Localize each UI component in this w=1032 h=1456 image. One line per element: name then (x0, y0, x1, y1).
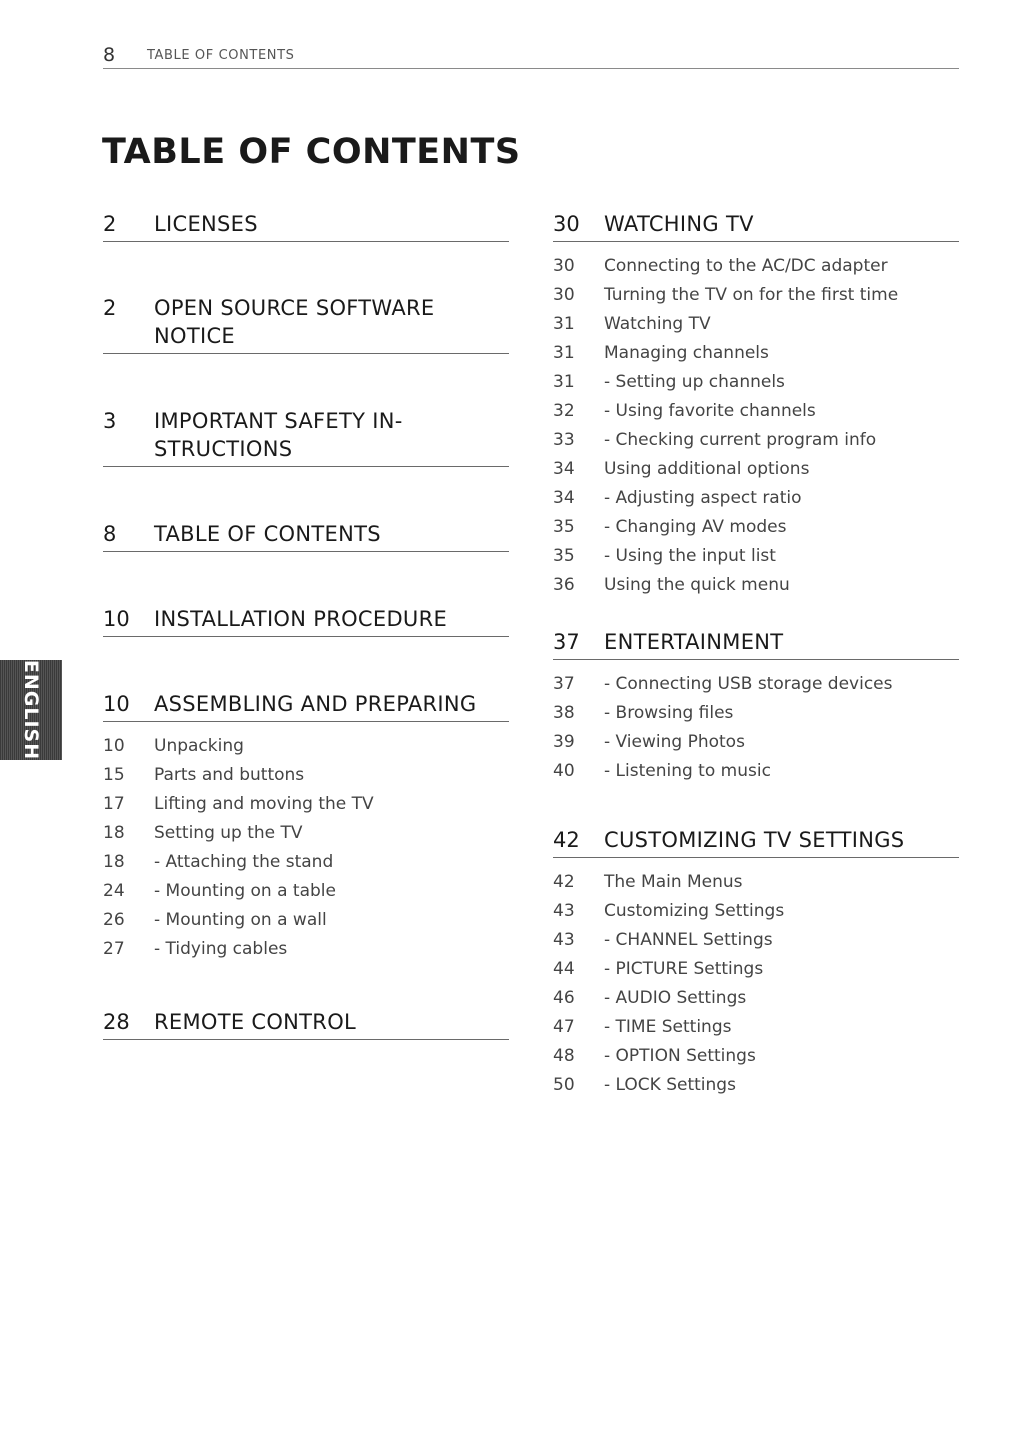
entry-list (553, 868, 959, 1100)
entry-page-number: 43 (553, 901, 575, 921)
section-heading[interactable] (103, 605, 509, 637)
toc-section (103, 690, 509, 964)
toc-entry[interactable] (553, 426, 959, 455)
section-title: INSTALLATION PROCEDURE (154, 607, 448, 631)
entry-title: - Viewing Photos (604, 732, 745, 752)
entry-title: - AUDIO Settings (604, 988, 747, 1008)
entry-title: - PICTURE Settings (604, 959, 764, 979)
entry-title: - Mounting on a wall (154, 910, 327, 930)
page-title: TABLE OF CONTENTS (102, 132, 521, 172)
toc-entry[interactable] (553, 368, 959, 397)
toc-entry[interactable] (553, 757, 959, 786)
entry-page-number: 17 (103, 794, 125, 814)
entry-title: Parts and buttons (154, 765, 305, 785)
language-side-tab (0, 660, 62, 760)
toc-entry[interactable] (103, 819, 509, 848)
toc-section (553, 628, 959, 786)
entry-title: - Browsing files (604, 703, 734, 723)
toc-entry[interactable] (553, 955, 959, 984)
entry-title: - Attaching the stand (154, 852, 334, 872)
section-page-number: 42 (553, 828, 580, 852)
toc-entry[interactable] (553, 897, 959, 926)
section-title: IMPORTANT SAFETY IN- STRUCTIONS (154, 409, 403, 461)
toc-section (103, 605, 509, 637)
entry-page-number: 33 (553, 430, 575, 450)
toc-entry[interactable] (553, 571, 959, 600)
entry-title: Turning the TV on for the first time (604, 285, 899, 305)
entry-page-number: 38 (553, 703, 575, 723)
toc-section (553, 826, 959, 1100)
entry-page-number: 40 (553, 761, 575, 781)
section-heading[interactable] (553, 826, 959, 858)
entry-page-number: 31 (553, 343, 575, 363)
toc-section (103, 294, 509, 354)
toc-entry[interactable] (553, 699, 959, 728)
entry-page-number: 30 (553, 256, 575, 276)
toc-entry[interactable] (103, 732, 509, 761)
toc-entry[interactable] (553, 926, 959, 955)
section-title: CUSTOMIZING TV SETTINGS (604, 828, 905, 852)
entry-list (103, 732, 509, 964)
toc-section (103, 520, 509, 552)
section-page-number: 30 (553, 212, 580, 236)
section-page-number: 2 (103, 212, 117, 236)
language-label: ENGLISH (20, 659, 42, 761)
entry-page-number: 39 (553, 732, 575, 752)
entry-title: - CHANNEL Settings (604, 930, 773, 950)
toc-entry[interactable] (553, 281, 959, 310)
toc-entry[interactable] (553, 310, 959, 339)
section-page-number: 28 (103, 1010, 130, 1034)
entry-page-number: 47 (553, 1017, 575, 1037)
page-number: 8 (103, 44, 116, 66)
toc-entry[interactable] (553, 728, 959, 757)
section-title: LICENSES (154, 212, 258, 236)
section-page-number: 8 (103, 522, 117, 546)
toc-section (553, 210, 959, 600)
toc-section (103, 210, 509, 242)
section-title: ASSEMBLING AND PREPARING (154, 692, 477, 716)
toc-entry[interactable] (103, 877, 509, 906)
toc-right-column (553, 210, 959, 1100)
entry-page-number: 36 (553, 575, 575, 595)
section-heading[interactable] (103, 690, 509, 722)
entry-page-number: 42 (553, 872, 575, 892)
toc-entry[interactable] (553, 484, 959, 513)
toc-entry[interactable] (103, 935, 509, 964)
entry-page-number: 32 (553, 401, 575, 421)
entry-title: - Changing AV modes (604, 517, 787, 537)
entry-title: Using additional options (604, 459, 810, 479)
section-heading[interactable] (103, 520, 509, 552)
entry-title: Connecting to the AC/DC adapter (604, 256, 888, 276)
entry-title: - Using favorite channels (604, 401, 816, 421)
toc-entry[interactable] (553, 1071, 959, 1100)
entry-title: - LOCK Settings (604, 1075, 736, 1095)
toc-entry[interactable] (553, 252, 959, 281)
entry-page-number: 27 (103, 939, 125, 959)
section-page-number: 3 (103, 409, 117, 433)
running-header (103, 44, 959, 69)
entry-page-number: 31 (553, 372, 575, 392)
entry-title: Unpacking (154, 736, 244, 756)
toc-entry[interactable] (103, 906, 509, 935)
entry-title: - Setting up channels (604, 372, 785, 392)
section-heading[interactable] (553, 210, 959, 242)
entry-title: Lifting and moving the TV (154, 794, 374, 814)
entry-title: - Tidying cables (154, 939, 288, 959)
entry-title: The Main Menus (604, 872, 743, 892)
entry-page-number: 24 (103, 881, 125, 901)
toc-entry[interactable] (553, 397, 959, 426)
section-page-number: 10 (103, 692, 130, 716)
section-title: OPEN SOURCE SOFTWARE NOTICE (154, 296, 435, 348)
toc-entry[interactable] (103, 761, 509, 790)
entry-page-number: 15 (103, 765, 125, 785)
entry-page-number: 18 (103, 852, 125, 872)
toc-entry[interactable] (553, 1013, 959, 1042)
entry-page-number: 35 (553, 517, 575, 537)
entry-title: - Mounting on a table (154, 881, 336, 901)
entry-list (553, 252, 959, 600)
toc-entry[interactable] (553, 670, 959, 699)
section-page-number: 2 (103, 296, 117, 320)
entry-title: - Using the input list (604, 546, 776, 566)
entry-title: - Checking current program info (604, 430, 877, 450)
section-title: ENTERTAINMENT (604, 630, 784, 654)
entry-title: Watching TV (604, 314, 711, 334)
entry-page-number: 43 (553, 930, 575, 950)
entry-list (553, 670, 959, 786)
entry-page-number: 44 (553, 959, 575, 979)
toc-entry[interactable] (553, 868, 959, 897)
entry-title: Setting up the TV (154, 823, 303, 843)
running-title: TABLE OF CONTENTS (147, 48, 295, 63)
entry-page-number: 50 (553, 1075, 575, 1095)
section-page-number: 10 (103, 607, 130, 631)
toc-entry[interactable] (103, 848, 509, 877)
toc-entry[interactable] (103, 790, 509, 819)
section-heading[interactable] (553, 628, 959, 660)
entry-title: - TIME Settings (604, 1017, 732, 1037)
section-title: WATCHING TV (604, 212, 754, 236)
entry-title: - OPTION Settings (604, 1046, 756, 1066)
toc-section (103, 1008, 509, 1040)
entry-page-number: 30 (553, 285, 575, 305)
section-heading[interactable] (103, 1008, 509, 1040)
entry-page-number: 48 (553, 1046, 575, 1066)
toc-entry[interactable] (553, 984, 959, 1013)
entry-page-number: 10 (103, 736, 125, 756)
section-title: REMOTE CONTROL (154, 1010, 357, 1034)
toc-entry[interactable] (553, 339, 959, 368)
section-title: TABLE OF CONTENTS (154, 522, 381, 546)
entry-title: Managing channels (604, 343, 769, 363)
entry-title: Using the quick menu (604, 575, 790, 595)
section-heading[interactable] (103, 210, 509, 242)
section-heading[interactable] (103, 294, 509, 354)
entry-page-number: 34 (553, 459, 575, 479)
toc-left-column (103, 210, 509, 1040)
toc-entry[interactable] (553, 455, 959, 484)
entry-page-number: 26 (103, 910, 125, 930)
entry-page-number: 18 (103, 823, 125, 843)
entry-page-number: 46 (553, 988, 575, 1008)
entry-title: - Connecting USB storage devices (604, 674, 893, 694)
section-page-number: 37 (553, 630, 580, 654)
entry-title: - Adjusting aspect ratio (604, 488, 802, 508)
toc-entry[interactable] (553, 1042, 959, 1071)
toc-entry[interactable] (553, 513, 959, 542)
entry-title: - Listening to music (604, 761, 771, 781)
entry-page-number: 31 (553, 314, 575, 334)
toc-entry[interactable] (553, 542, 959, 571)
section-heading[interactable] (103, 407, 509, 467)
entry-page-number: 35 (553, 546, 575, 566)
toc-section (103, 407, 509, 467)
entry-page-number: 34 (553, 488, 575, 508)
entry-page-number: 37 (553, 674, 575, 694)
entry-title: Customizing Settings (604, 901, 785, 921)
